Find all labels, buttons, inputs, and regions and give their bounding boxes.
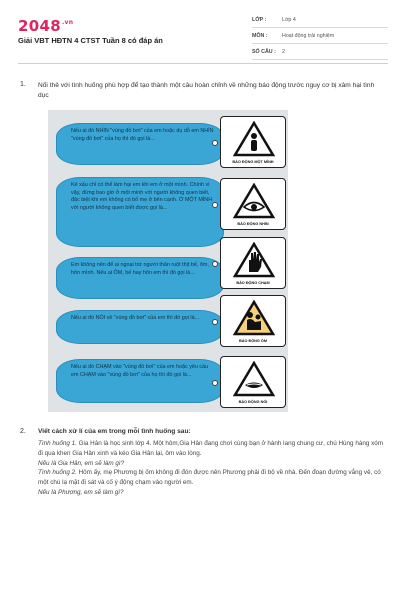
connector-dot[interactable] xyxy=(212,319,218,325)
question-title: Viết cách xử lí của em trong mỗi tình huống sau: xyxy=(38,428,191,435)
meta-row-subject xyxy=(252,28,388,44)
site-logo[interactable]: $2048^{.vn}$ xyxy=(18,17,74,35)
sign-label: BÁO ĐỘNG NHÌN xyxy=(237,222,269,226)
sign-card-alone[interactable] xyxy=(220,116,286,168)
meta-row-class xyxy=(252,12,388,28)
meta-value: Hoạt động trải nghiệm xyxy=(282,32,335,39)
situation-bubble[interactable]: Nếu ai đó NÓI về "vùng đồ bơi" của em thì đó gọi là... xyxy=(56,310,224,344)
mouth-icon xyxy=(233,361,275,397)
question-number: 2. xyxy=(20,428,26,435)
situation-2-question: Nếu là Phương, em sẽ làm gì? xyxy=(38,488,124,496)
meta-value: 2 xyxy=(282,48,285,55)
meta-value: Lớp 4 xyxy=(282,16,296,23)
sign-label: BÁO ĐỘNG CHẠM xyxy=(236,281,270,285)
eye-icon xyxy=(233,183,275,219)
connector-dot[interactable] xyxy=(212,261,218,267)
header-divider xyxy=(18,63,388,64)
sign-card-hug[interactable] xyxy=(220,295,286,347)
situation-1: Tình huống 1. Gia Hân là học sinh lớp 4. Một hôm,Gia Hân đang chơi cùng bạn ở hành lang chung cư, chú Hùng hàng xóm đi qua khen Gia Hân xinh và kéo Gia Hân lại, ôm vào lòng. xyxy=(38,440,383,457)
hand-icon xyxy=(233,242,275,278)
question-text: Nối thẻ với tình huống phù hợp để tạo thành một câu hoàn chỉnh về những báo động trước nguy cơ bị xâm hại tình dục xyxy=(38,82,375,99)
question-body xyxy=(38,439,388,498)
situation-bubble[interactable]: Nếu ai đó CHẠM vào "vùng đồ bơi" của em hoặc yêu cầu em CHẠM vào "vùng đồ bơi" của họ thì đó gọi là... xyxy=(56,359,224,403)
sign-label: BÁO ĐỘNG MỘT MÌNH xyxy=(232,160,274,164)
question-number: 1. xyxy=(20,81,26,88)
meta-key: LỚP : xyxy=(252,16,267,23)
sign-card-look[interactable] xyxy=(220,178,286,230)
hug-icon xyxy=(233,300,275,336)
sign-label: BÁO ĐỘNG NÓI xyxy=(238,400,268,404)
situation-bubble[interactable]: Kẻ xấu chỉ có thể làm hại em khi em ở một mình. Chính vì vậy, đừng bao giờ ở một mình với người không quen biết, đặc biệt khi em không có bố mẹ ở bên cạnh. Ở MỘT MÌNH với người không quen biết được gọi là... xyxy=(56,177,224,247)
sign-card-talk[interactable] xyxy=(220,356,286,408)
situation-2: Tình huống 2. Hôm ấy, mẹ Phương bị ốm không đi đón được nên Phương phải đi bộ về nhà. Đến đoạn đường vắng vẻ, có một chú lạ mặt đi sát và cố ý động chạm vào người em. xyxy=(38,469,381,487)
situation-bubble[interactable]: Em không nên để ai ngoại trừ người thân ruột thịt bế, ôm, hôn mình. Nếu ai ÔM, bế hay hôn em thì đó gọi là... xyxy=(56,257,224,299)
meta-table xyxy=(252,12,388,60)
situation-1-question: Nếu là Gia Hân, em sẽ làm gì? xyxy=(38,459,125,467)
connector-dot[interactable] xyxy=(212,202,218,208)
sign-card-touch[interactable] xyxy=(220,237,286,289)
page-title: Giải VBT HĐTN 4 CTST Tuần 8 có đáp án xyxy=(18,36,163,45)
sign-label: BÁO ĐỘNG ÔM xyxy=(238,339,268,343)
connector-dot[interactable] xyxy=(212,380,218,386)
meta-key: SỐ CÂU : xyxy=(252,48,276,55)
situation-bubble[interactable]: Nếu ai đó NHÌN "vùng đồ bơi" của em hoặc dụ dỗ em NHÌN "vùng đồ bơi" của họ thì đó gọi là... xyxy=(56,123,224,165)
connector-dot[interactable] xyxy=(212,140,218,146)
person-alone-icon xyxy=(233,121,275,157)
meta-row-count xyxy=(252,44,388,60)
meta-key: MÔN : xyxy=(252,32,268,39)
